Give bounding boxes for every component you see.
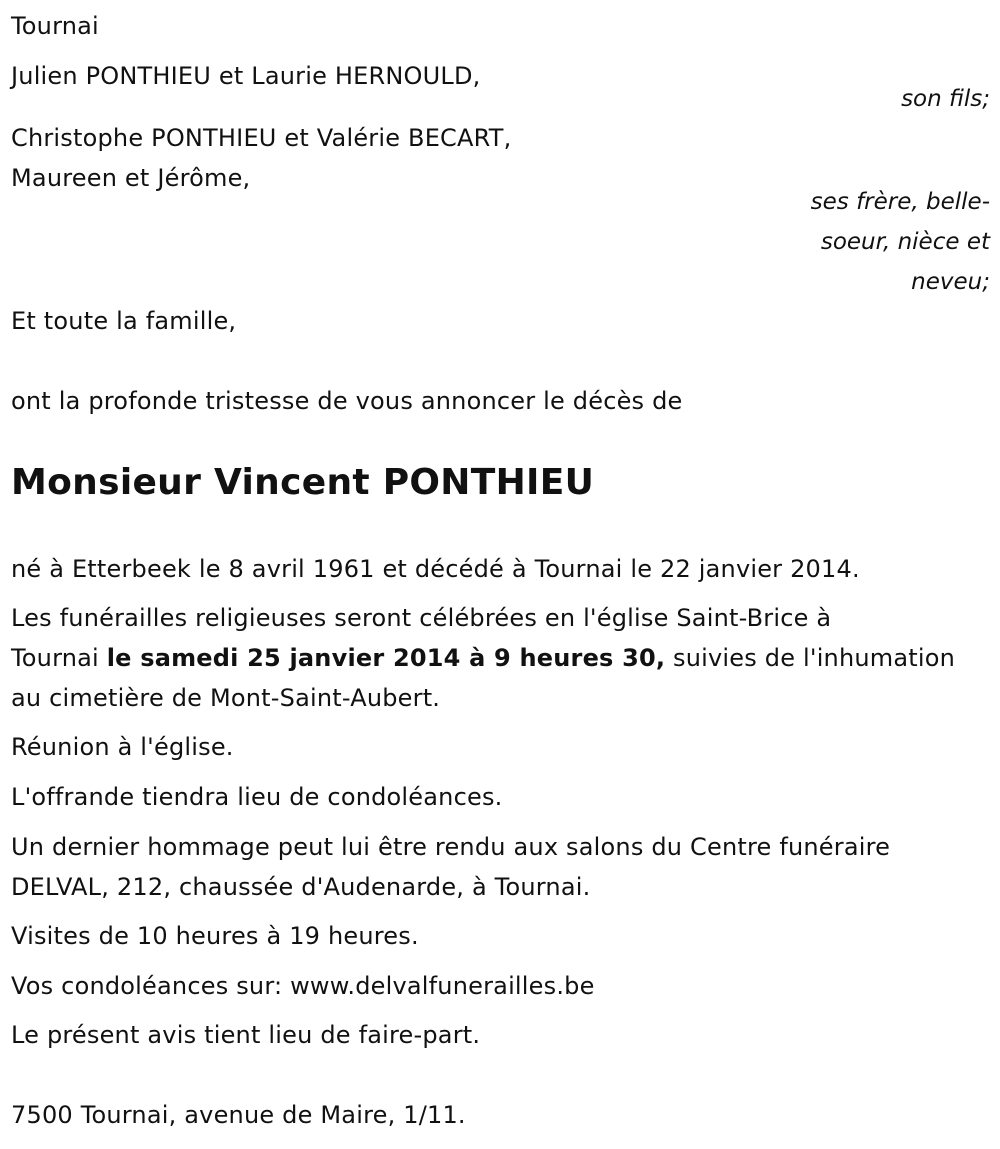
birth-death-line: né à Etterbeek le 8 avril 1961 et décédé à Tournai le 22 janvier 2014. — [11, 555, 860, 583]
funeral-line-2-prefix: Tournai — [11, 644, 107, 672]
family-sibling-names-1: Christophe PONTHIEU et Valérie BECART, — [11, 124, 512, 152]
announcement-text: ont la profonde tristesse de vous annoncer le décès de — [11, 387, 683, 415]
funeral-line-2-suffix: suivies de l'inhumation — [665, 644, 956, 672]
condolences-line: Vos condoléances sur: www.delvalfunerailles.be — [11, 972, 595, 1000]
funeral-line-2 — [11, 638, 955, 678]
family-sibling-relation-1: ses frère, belle- — [810, 189, 990, 215]
family-son-relation: son fils; — [901, 86, 990, 112]
address-line: 7500 Tournai, avenue de Maire, 1/11. — [11, 1101, 466, 1129]
family-sibling-names-2: Maureen et Jérôme, — [11, 164, 251, 192]
family-sibling-relation-2: soeur, nièce et — [820, 229, 990, 255]
funeral-line-3: au cimetière de Mont-Saint-Aubert. — [11, 684, 441, 712]
family-sibling-relation-3: neveu; — [911, 269, 990, 295]
city-heading: Tournai — [11, 12, 99, 40]
notice-line: Le présent avis tient lieu de faire-part. — [11, 1021, 481, 1049]
funeral-date-time: le samedi 25 janvier 2014 à 9 heures 30, — [106, 644, 666, 672]
tribute-line-1: Un dernier hommage peut lui être rendu aux salons du Centre funéraire — [11, 833, 891, 861]
offering-line: L'offrande tiendra lieu de condoléances. — [11, 783, 503, 811]
deceased-name: Monsieur Vincent PONTHIEU — [11, 462, 595, 503]
reunion-line: Réunion à l'église. — [11, 733, 234, 761]
visits-line: Visites de 10 heures à 19 heures. — [11, 922, 419, 950]
tribute-line-2: DELVAL, 212, chaussée d'Audenarde, à Tournai. — [11, 873, 591, 901]
family-son-names: Julien PONTHIEU et Laurie HERNOULD, — [11, 62, 481, 90]
closing-family: Et toute la famille, — [11, 307, 237, 335]
funeral-line-1: Les funérailles religieuses seront célébrées en l'église Saint-Brice à — [11, 604, 832, 632]
